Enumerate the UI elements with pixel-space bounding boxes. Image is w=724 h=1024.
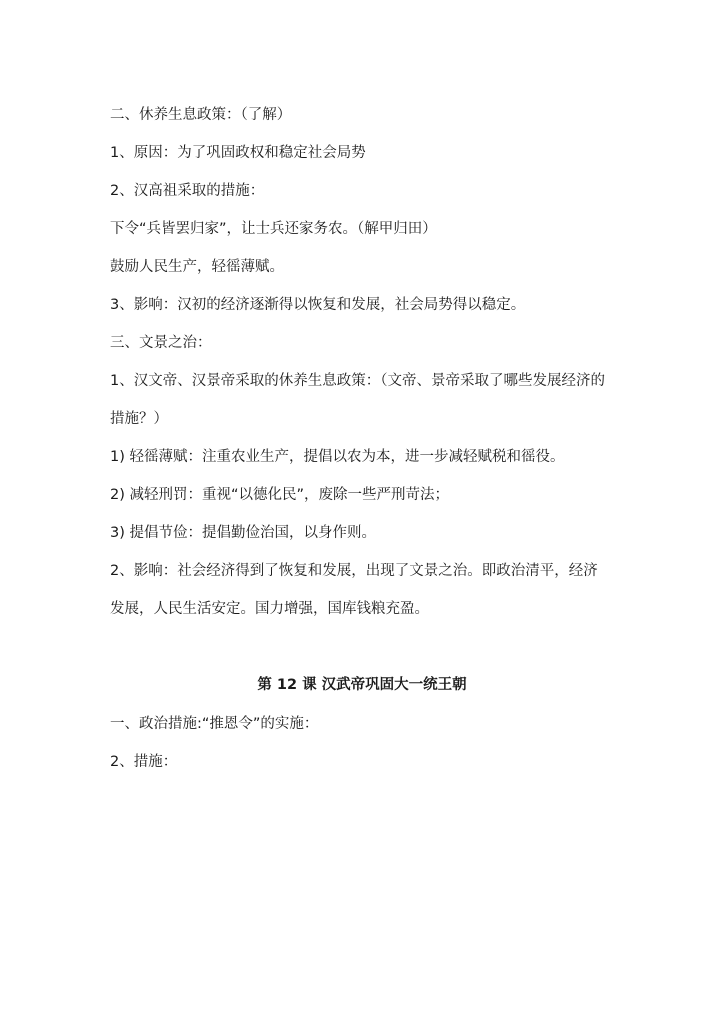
heading-section-2: 二、休养生息政策：（了解） [110, 107, 292, 123]
text-line: 2) 减轻刑罚：重视“以德化民”，废除一些严刑苛法； [110, 487, 450, 503]
lesson-title: 第 12 课 汉武帝巩固大一统王朝 [257, 677, 467, 693]
text-line: 2、措施： [110, 754, 178, 770]
text-line: 下令“兵皆罢归家”，让士兵还家务农。（解甲归田） [110, 221, 437, 237]
heading-section-3: 三、文景之治： [110, 335, 212, 351]
text-line: 3) 提倡节俭：提倡勤俭治国，以身作则。 [110, 525, 376, 541]
text-line: 2、影响：社会经济得到了恢复和发展，出现了文景之治。即政治清平，经济 [110, 563, 598, 579]
text-line: 1、汉文帝、汉景帝采取的休养生息政策：（文帝、景帝采取了哪些发展经济的 [110, 373, 605, 389]
text-line: 2、汉高祖采取的措施： [110, 183, 265, 199]
heading-section-1: 一、政治措施:“推恩令”的实施： [110, 716, 319, 732]
text-line: 鼓励人民生产，轻徭薄赋。 [110, 259, 284, 275]
text-line: 1、原因：为了巩固政权和稳定社会局势 [110, 145, 366, 161]
text-line: 措施？） [110, 411, 168, 427]
text-line: 发展，人民生活安定。国力增强，国库钱粮充盈。 [110, 601, 429, 617]
text-line: 1) 轻徭薄赋：注重农业生产，提倡以农为本，进一步减轻赋税和徭役。 [110, 449, 565, 465]
text-line: 3、影响：汉初的经济逐渐得以恢复和发展，社会局势得以稳定。 [110, 297, 526, 313]
